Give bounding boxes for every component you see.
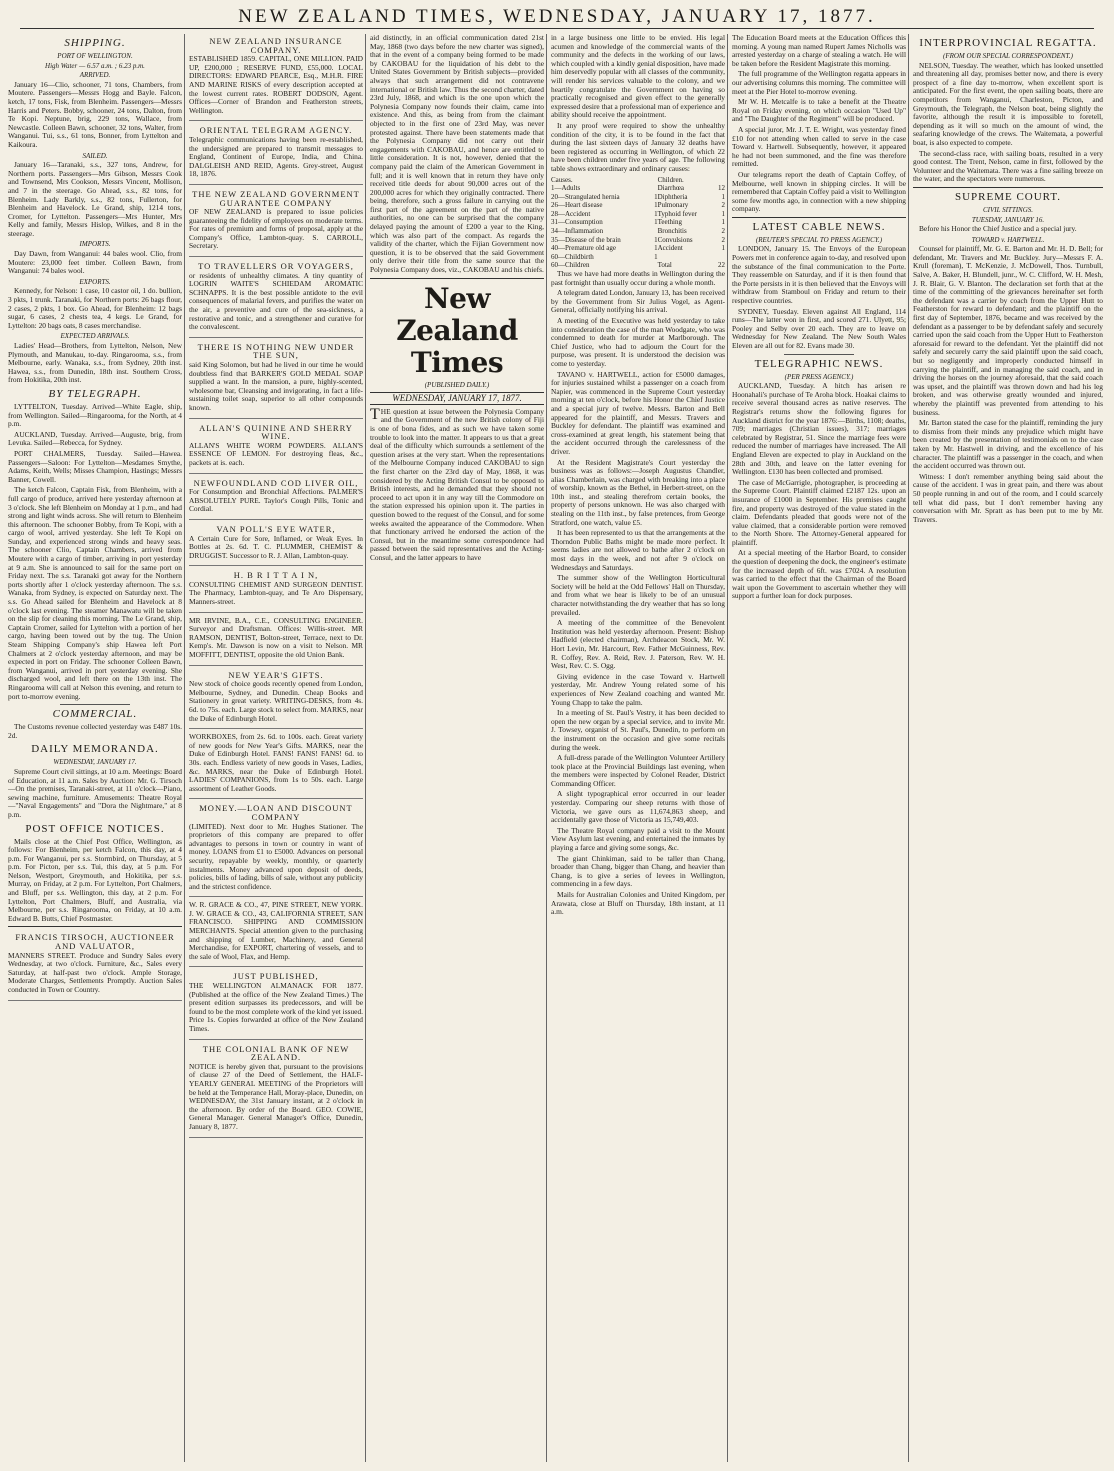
deaths-table-cell: 1 <box>654 201 658 210</box>
telegram-agency-caption: ORIENTAL TELEGRAM AGENCY. <box>199 125 353 136</box>
lead-article-text: aid distinctly, in an official communication dated 21st May, 1868 (two days before the new charter was signed), that in the event of a company being formed to be made by CAKOBAU for the liquidation of his debt to the United States Government by British subjects—provided always that such arrangement did not contravene international or British law. Thus the second charter, dated 23rd July, 1868, and which is the one upon which the Polynesia Company now founds their claim, came into existence. And this, as being from from the claimant objected to in the first one of 23rd May, was never protested against. There have been statements made that the Polynesia Company did not carry out their engagements with CAKOBAU, and hence are entitled to little consideration. It is not, however, denied that the company paid the claim of the American Government in full; and it is well known that in return they have only received title deeds for about 90,000 acres out of the 200,000 acres for which they originally contracted. There being, therefore, such a gross failure in carrying out the first part of the agreement on the part of the native authorities, no one can be surprised that the company delayed paying the amount of £200 a year to the King, which was also part of the compact. As regards the validity of the charter, which the Fijian Government now question, it is to be observed that the said Government only derive their title from the same source that the Polynesia Company does, viz., CAKOBAU and his chiefs. <box>370 34 544 275</box>
commercial-heading: COMMERCIAL. <box>52 708 138 721</box>
deaths-table-cell: 1 <box>654 192 658 201</box>
news-item: A slight typographical error occurred in our leader yesterday. Comparing our sheep returns with those of Victoria, we gave ours as 11,674,863 sheep, and accidentally gave those of Victoria as 15,749,403. <box>551 789 725 825</box>
deaths-table-row <box>551 201 725 210</box>
commercial-text: The Customs revenue collected yesterday was £487 10s. 2d. <box>8 722 182 740</box>
soap-ad <box>189 340 363 419</box>
deaths-table-row <box>551 184 725 193</box>
memoranda-day: WEDNESDAY, JANUARY 17. <box>53 758 137 767</box>
telegraphic-subheading: (PER PRESS AGENCY.) <box>784 372 854 381</box>
telegram-agency-ad <box>189 123 363 185</box>
new-year-gifts-text: New stock of choice goods recently opened from London, Melbourne, Sydney, and Dunedin. Cheap Books and Stationery in great variety. WRITING-DESKS, from 4s. 6d. to 75s. each. Large stock to select from. MARKS, near the Duke of Edinburgh Hotel. <box>189 679 363 723</box>
arrived-heading: ARRIVED. <box>79 71 111 80</box>
column-rule <box>184 34 185 1462</box>
news-item: The giant Chinkiman, said to be taller than Chang, broader than Chang, bigger than Chang, and heavier than Chang, is to give a series of levees in Wellington, commencing in a few days. <box>551 853 725 889</box>
divider <box>732 217 906 218</box>
guarantee-text: OF NEW ZEALAND is prepared to issue policies guaranteeing the fidelity of employees on moderate terms. For rates of premium and forms of proposal, apply at the Company's Office, Lambton-quay. S. CARROLL, Secretary. <box>189 207 363 251</box>
deaths-table-row <box>551 236 725 245</box>
column-rule <box>546 34 547 1462</box>
sydney-text: SYDNEY, Tuesday. Eleven against All England, 114 runs—The latter won in first, and scored 271. Ulyett, 95; Pooley and Selby over 20 each. They are to leave on Wednesday for New Zealand. The New South Wales Eleven are all out for 82. Evans made 30. <box>732 306 906 350</box>
telegraph-heading: BY TELEGRAPH. <box>48 387 142 400</box>
regatta-heading: INTERPROVINCIAL REGATTA. <box>919 37 1097 49</box>
deaths-table-cell: 2 <box>721 227 725 236</box>
eye-water-text: A Certain Cure for Sore, Inflamed, or Weak Eyes. In Bottles at 2s. 6d. T. C. PLUMMER, CHEMIST & DRUGGIST. Successor to R. J. Allan, Lambton-quay. <box>189 533 363 560</box>
news-item: A telegram dated London, January 13, has been received by the Government from Sir Julius Vogel, as Agent-General, officially notifying his arrival. <box>551 288 725 315</box>
news-item: The Education Board meets at the Education Offices this morning. A young man named Rupert James Nicholls was arrested yesterday on a charge of stealing a watch. He will be taken before the Resident Magistrate this morning. <box>732 34 906 68</box>
memoranda-heading: DAILY MEMORANDA. <box>31 743 159 756</box>
deaths-table-cell: Diarrhœa <box>657 184 684 193</box>
insurance-text: ESTABLISHED 1859. CAPITAL, ONE MILLION. PAID UP, £200,000 ; RESERVE FUND, £55,000. LOCAL DIRECTORS: EDWARD PEARCE, Esq., M.H.R. FIRE AND MARINE RISKS of every description accepted at the lowest current rates. ROBERT DODSON, Agent. Offices—Corner of Brandon and Featherston streets, Wellington. <box>189 54 363 115</box>
imports-text: Day Dawn, from Wanganui: 44 bales wool. Clio, from Moutere: 23,000 feet timber. Colleen Bawn, from Wanganui: 74 bales wool. <box>8 249 182 276</box>
deaths-table-cell: Accident <box>657 244 683 253</box>
column-court <box>913 34 1103 1464</box>
regatta-subheading: (FROM OUR SPECIAL CORRESPONDENT.) <box>942 52 1073 60</box>
tide-line: High Water — 6.57 a.m. ; 6.23 p.m. <box>45 61 145 70</box>
news-item: Our telegrams report the death of Captain Coffey, of Melbourne, well known in shipping circles. It will be remembered that Captain Coffey paid a visit to Wellington some few months ago, in connection with a new shipping company. <box>732 169 906 214</box>
chemist-caption: H. B R I T T A I N, <box>233 570 319 581</box>
deaths-table-row <box>551 244 725 253</box>
deaths-table-cell: 26—Heart disease <box>551 201 603 210</box>
telegraph-text: LYTTELTON, Tuesday. Arrived—White Eagle, ship, from Wellington. Sailed—Ringarooma, for the North, at 4 p.m. <box>8 401 182 429</box>
cable-text: LONDON, January 15. The Envoys of the European Powers met in conference again to-day, and resolved upon the substance of the final communication to the Porte. They reassemble on Saturday, and if it is then found that the Porte persists in it is then believed that the Envoys will withdraw from Stamboul on Friday and return to their respective countries. <box>732 244 906 306</box>
deaths-table-cell: Typhoid fever <box>657 209 697 218</box>
leader-dateline: WEDNESDAY, JANUARY 17, 1877. <box>370 392 544 405</box>
deaths-table-cell: Teething <box>657 218 682 227</box>
memoranda-text: Supreme Court civil sittings, at 10 a.m. Meetings: Board of Education, at 11 a.m. Sales by Auction: Mr. G. Tirsoch—On the premises, Taranaki-street, at 11 o'clock—Piano, sewing machine, furniture. Amusements: Theatre Royal—"Naval Engagements" and "Dora the Nightmare," at 8 p.m. <box>8 766 182 819</box>
regatta-text: The second-class race, with sailing boats, resulted in a very good contest. The Trent, Nelson, came in first, followed by the Volunteer and the Waitemata. There was a fine sailing breeze on the water, and the spectators were numerous. <box>913 148 1103 184</box>
quinine-ad <box>189 421 363 474</box>
case-title: TOWARD v. HARTWELL. <box>971 235 1045 244</box>
eye-water-caption: VAN POLL'S EYE WATER, <box>216 523 336 534</box>
loan-company-text: (LIMITED). Next door to Mr. Hughes Stationer. The proprietors of this company are prepared to offer advantages to persons in town or country in want of money. LOANS from £1 to £5000. Advances on personal security, repayable by weekly, monthly, or quarterly instalments. Money advanced upon deposit of deeds, policies, bills of lading, bills of sale, without any publicity and the strictest confidence. <box>189 821 363 891</box>
deaths-table-cell: Children. <box>657 175 684 184</box>
court-intro: Before his Honor the Chief Justice and a special jury. <box>919 224 1077 234</box>
newspaper-nameplate: New Zealand Times <box>396 281 518 379</box>
auctioneer-text: MANNERS STREET. Produce and Sundry Sales every Wednesday, at two o'clock. Furniture, &c., Sales every Saturday, at half-past two o'clock. Ample Storage, Moderate Charges, Settlements Promptly. Auction Sales conducted in Town or Country. <box>8 950 182 994</box>
news-item: The full programme of the Wellington regatta appears in our advertising columns this morning. The committee will meet at the Pier Hotel to-morrow evening. <box>732 69 906 96</box>
column-leader <box>370 34 544 1464</box>
almanack-text: THE WELLINGTON ALMANACK FOR 1877. (Published at the office of the New Zealand Times.) The present edition surpasses its predecessors, and will be found to be the most complete work of the kind yet issued. Price 1s. Copies forwarded at office of the New Zealand Times. <box>189 981 363 1033</box>
loan-company-ad <box>189 801 363 897</box>
telegraphic-text: At a special meeting of the Harbor Board, to consider the question of deepening the dock, the engineer's estimate for the increased depth of 6ft. was £7024. A resolution was carried to the effect that the Chairman of the Board wait upon the Government to ascertain whether they will support a further loan for dock purposes. <box>732 548 906 601</box>
post-office-text: Mails close at the Chief Post Office, Wellington, as follows: For Blenheim, per ketch Falcon, this day, at 4 p.m. For Wanganui, per s.s. Stormbird, on Thursday, at 5 p.m. For Picton, per s.s. Tui, this day, at 5 p.m. For Nelson, Westport, Greymouth, and Hokitika, per s.s. Murray, on Friday, at 2 p.m. For Lyttelton, Port Chalmers, and Bluff, per s.s. Wellington, this day, at 2 p.m. For Lyttelton, Port Chalmers, Bluff, and Australia, via Melbourne, per s.s. Ringarooma, on Friday, at 10 a.m. Edward B. Butts, Chief Postmaster. <box>8 836 182 923</box>
page-masthead: NEW ZEALAND TIMES, WEDNESDAY, JANUARY 17, 1877. <box>20 6 1094 29</box>
deaths-table-cell: 1 <box>654 235 658 244</box>
soap-caption: THERE IS NOTHING NEW UNDER THE SUN, <box>197 341 355 361</box>
news-item: It has been represented to us that the arrangements at the Thorndon Public Baths might be made more perfect. It seems ladies are not allowed to bathe after 2 o'clock on most days in the week, and not after 9 o'clock on Wednesdays and Saturdays. <box>551 528 725 572</box>
chalmers-text: PORT CHALMERS, Tuesday. Sailed—Hawea. Passengers—Saloon: For Lyttelton—Mesdames Smythe, Adams, Keith, Wells; Misses Champion, Hastings; Messrs Banner, Cowell. <box>8 448 182 484</box>
colonial-bank-ad <box>189 1042 363 1138</box>
cod-liver-oil-ad <box>189 476 363 520</box>
deaths-table-cell: 1 <box>654 209 658 218</box>
cable-heading: LATEST CABLE NEWS. <box>752 220 886 233</box>
exports-text: Kennedy, for Nelson: 1 case, 10 castor oil, 1 do. bullion, 3 pkts, 1 trunk. Taranaki, for Northern ports: 26 bags flour, 2 cases, 2 pkts, 1 box. Go Ahead, for Blenheim: 12 bags sugar, 6 cases, 2 chests tea, 4 kegs. Le Grand, for Lyttelton: 20 bags oats, 8 cases merchandise. <box>8 286 182 330</box>
court-date: TUESDAY, JANUARY 16. <box>971 215 1045 224</box>
deaths-table-cell: 1—Adults <box>551 184 581 193</box>
news-item: A meeting of the Executive was held yesterday to take into consideration the case of the man Woodgate, who was condemned to death for murder at Marlborough. The Chief Justice, who had to adjourn the Court for the purpose, was present. It is understood the decision was come to yesterday. <box>551 316 725 368</box>
divider <box>8 926 182 927</box>
schnapps-text: or residents of unhealthy climates. A tiny quantity of LOGRIN WAITE'S SCHIEDAM AROMATIC SCHNAPPS. It is the best possible antidote to the evil consequences of malarial fevers, and purifies the water on the air, a preventive and cure of the sea-sickness, a restorative and tonic, and a strengthener and curative for the convalescent. <box>189 270 363 332</box>
telegraphic-text: The case of McGarrigle, photographer, is proceeding at the Supreme Court. Plaintiff claimed £2187 12s. upon an insurance of £1000 in September. His premises caught fire, and property was destroyed of the value stated in the claim. Defendants pleaded that goods were not of the value claimed, that a considerable portion were removed to the North Shore. The Attorney-General appeared for plaintiff. <box>732 477 906 547</box>
news-item: Giving evidence in the case Toward v. Hartwell yesterday, Mr. Andrew Young related some of his experiences of New Zealand coaching and wanted Mr. Young Chapp to take the palm. <box>551 671 725 707</box>
leader-article: THE question at issue between the Polynesia Company and the Government of the new British colony of Fiji is one of bona fides, and as such we have taken some trouble to look into the matter. It appears to us that a great deal of the difficulty which surrounds a settlement of the question arises at the very start. When the representations of the Melbourne Company induced CAKOBAU to sign the first charter on the 23rd day of May, 1868, it was considered by the Acting British Consul to be opposed to British interests, and he demanded that they should not proceed to act upon it in any way till the Commodore on the station expressed his opinion upon it. The parties in question bowed to the request of the Consul, and for some weeks awaited the appearance of the Commodore. When that functionary arrived he endorsed the action of the Consul, but in the meantime some correspondence had passed between the said representatives and the Acting-Consul, and the latter appears to have <box>370 405 544 562</box>
cod-liver-oil-caption: NEWFOUNDLAND COD LIVER OIL, <box>193 477 359 488</box>
column-rule <box>727 34 728 1462</box>
expected-text: Ladies' Head—Brothers, from Lyttelton, Nelson, New Plymouth, and Manukau, to-day. Ringarooma, s.s., from Melbourne, early. Wanaka, s.s., from Sydney, 20th inst. Hawea, s.s., from Dunedin, 18th inst. Southern Cross, from Hokitika, 20th inst. <box>8 341 182 385</box>
workboxes-text: WORKBOXES, from 2s. 6d. to 100s. each. Great variety of new goods for New Year's Gifts. MARKS, near the Duke of Edinburgh Hotel. FANS! FANS! FANS! 6d. to 30s. each. Endless variety of new goods in Vases, Ladies, &c. MARKS, near the Duke of Edinburgh Hotel. LADIES' COMPANIONS, from 1s to 50s. each. Large assortment of Leather Goods. <box>189 732 363 793</box>
colonial-bank-text: NOTICE is hereby given that, pursuant to the provisions of clause 27 of the Deed of Settlement, the HALF-YEARLY GENERAL MEETING of the Proprietors will be held at the Temperance Hall, Moray-place, Dunedin, on WEDNESDAY, the 31st January instant, at 2 o'clock in the afternoon. By order of the Board. GEO. COWIE, General Manager. General Manager's Office, Dunedin, January 8, 1877. <box>189 1061 363 1131</box>
almanack-caption: JUST PUBLISHED, <box>233 971 319 982</box>
expected-heading: EXPECTED ARRIVALS. <box>60 332 130 341</box>
divider <box>60 704 130 705</box>
post-office-heading: POST OFFICE NOTICES. <box>25 822 165 835</box>
new-year-gifts-caption: NEW YEAR'S GIFTS. <box>228 669 324 680</box>
news-item: In a meeting of St. Paul's Vestry, it has been decided to open the new organ by a special service, and to invite Mr. J. Towsey, organist of St. Paul's, Dunedin, to perform on the instrument on the occasion and give some recitals during the week. <box>551 708 725 752</box>
regatta-text: NELSON, Tuesday. The weather, which has looked unsettled and threatening all day, promises better now, and there is every prospect of a fine day to-morrow, when excellent sport is anticipated. For the first event, the open sailing boats, there are competitors from Wanganui, Charleston, Picton, and Greymouth, the Telegraph, the Nelson boat, being slightly the favorite, although the result it is impossible to foretell, depending as it will so much on the amount of wind, the seafaring knowledge of the crews. The Waitemata, a powerful boat, is also expected to compete. <box>913 60 1103 147</box>
deaths-table-row <box>551 210 725 219</box>
news-item: A meeting of the committee of the Benevolent Institution was held yesterday afternoon. Present: Bishop Hadfield (elected chairman), Archdeacon Stock, Mr. W. Hort Levin, Mr. Harcourt, Rev. Father McGuinness, Rev. R. Coffey, Rev. A. Reid, Rev. J. Paterson, Rev. W. H. West, Rev. C. S. Ogg. <box>551 618 725 671</box>
deaths-table-cell: Diphtheria <box>657 192 688 201</box>
grace-text: W. R. GRACE & CO., 47, PINE STREET, NEW YORK. J. W. GRACE & CO., 43, CALIFORNIA STREET, SAN FRANCISCO. SHIPPING AND COMMISSION MERCHANTS. Special attention given to the purchasing and shipping of Lumber, Machinery, and General Merchandise, for EXPORT, chartering of vessels, and to the sale of Wool, Flax, and Hemp. <box>189 900 363 961</box>
news-item: The Theatre Royal company paid a visit to the Mount View Asylum last evening, and entertained the inmates by playing a farce and giving some songs, &c. <box>551 825 725 853</box>
deaths-table-cell: 40—Premature old age <box>551 244 616 253</box>
cod-liver-oil-text: For Consumption and Bronchial Affections. PALMER'S ABSOLUTELY PURE. Taylor's Cough Pills, Tonic and Cordial. <box>189 487 363 514</box>
civil-sittings: CIVIL SITTINGS. <box>982 205 1034 214</box>
deaths-table-cell: Convulsions <box>657 235 693 244</box>
news-item: in a large business one little to be envied. His legal acumen and knowledge of the commercial wants of the community and the defects in the working of our laws, which coupled with a kindly genial disposition, have made him deservedly popular with all classes of the community, will render his services valuable to the colony, and we heartily congratulate the Government on having so practically recognised and given effect to the generally expressed desire that a professional man of experience and ability should receive the appointment. <box>551 34 725 120</box>
shipping-heading: SHIPPING. <box>64 37 126 49</box>
column-telegraph <box>732 34 906 1464</box>
deaths-table-cell: 22 <box>718 261 725 270</box>
loan-company-caption: MONEY.—LOAN AND DISCOUNT COMPANY <box>199 803 353 822</box>
deaths-table-cell: 1 <box>721 218 725 227</box>
column-rule <box>908 34 909 1462</box>
deaths-table-row <box>551 253 725 262</box>
port-line: PORT OF WELLINGTON. <box>57 52 133 60</box>
exports-heading: EXPORTS. <box>79 277 111 286</box>
column-shipping <box>8 34 182 1464</box>
news-item: At the Resident Magistrate's Court yesterday the business was as follows:—Joseph Augustus Chandler, alias Chamberlain, was charged with breaking into a place of worship, known as the Bethel, in Herbert-street, on the 10th inst., and stealing therefrom certain books, the property of persons unknown. He was also charged with stealing on the 11th inst., by false pretences, from George Stratford, one watch, value £5. <box>551 457 725 527</box>
eye-water-ad <box>189 522 363 566</box>
deaths-table-cell: Total <box>657 261 672 270</box>
deaths-table-cell: 1 <box>654 244 658 253</box>
quinine-text: ALLAN'S WHITE WORM POWDERS. ALLAN'S ESSENCE OF LEMON. For destroying fleas, &c., packets at is. each. <box>189 440 363 467</box>
telegraphic-text: AUCKLAND, Tuesday. A hitch has arisen re Hoonahali's purchase of Te Aroha block. Hoakai claims to receive several thousand acres as native reserves. The Registrar's returns show the following figures for Auckland district for the year 1876:—Births, 1108; deaths, 709; marriages (Christian issues), 317; marriages celebrated by Registrar, 51. Since the marriage fees were reduced the number of marriages have increased. The All England Eleven are expected to play in Auckland on the 28th and 30th, and leave on the latter evening for Wellington. £130 has been collected and promised. <box>732 381 906 477</box>
deaths-table-cell: 1 <box>721 209 725 218</box>
divider <box>913 187 1103 188</box>
deaths-table-row <box>551 176 725 185</box>
cable-subheading: (REUTER'S SPECIAL TO PRESS AGENCY.) <box>755 235 883 244</box>
chemist-ad <box>189 568 363 612</box>
chemist-text: CONSULTING CHEMIST AND SURGEON DENTIST. The Pharmacy, Lambton-quay, and Te Aro Dispensary, Manners-street. <box>189 579 363 607</box>
deaths-table-cell: 1 <box>654 218 658 227</box>
supreme-court-heading: SUPREME COURT. <box>954 190 1062 203</box>
column-advertisements <box>189 34 363 1464</box>
imports-heading: IMPORTS. <box>79 240 111 249</box>
column-rule <box>365 34 366 1462</box>
deaths-table-cell: 2 <box>721 201 725 210</box>
deaths-table-cell: 1 <box>721 244 725 253</box>
news-item: TAVANO v. HARTWELL, action for £5000 damages, for injuries sustained whilst a passenger on a coach from Napier, was commenced in the Supreme Court yesterday morning at ten o'clock, before his Honor the Chief Justice and a special jury of twelve. Messrs. Barton and Bell appeared for the plaintiff, and Messrs. Travers and Buckley for defendant. The plaintiff was examined and cross-examined at great length, his statement being that the accident occurred through the carelessness of the driver. <box>551 369 725 456</box>
new-year-gifts-ad <box>189 668 363 730</box>
deaths-table-cell: 12 <box>718 184 725 193</box>
divider <box>784 354 854 355</box>
court-text: Witness: I don't remember anything being said about the cause of the accident. I was in great pain, and there was about 50 people running in and out of the room, and I could scarcely tell what did pass, but I don't remember having any conversation with Mr. Spratt as has been put to me by Mr. Travers. <box>913 471 1103 524</box>
news-item: It any proof were required to show the unhealthy condition of the city, it is to be found in the fact that during the last sixteen days of January 32 deaths have been registered as occurring in Wellington, of which 22 have been children under five years of age. The following table shows extraordinary and ordinary causes: <box>551 120 725 173</box>
insurance-caption: NEW ZEALAND INSURANCE COMPANY. <box>209 36 343 55</box>
quinine-caption: ALLAN'S QUININE AND SHERRY WINE. <box>199 422 353 442</box>
workboxes-ad <box>189 731 363 799</box>
arrived-text: January 16—Clio, schooner, 71 tons, Chambers, from Moutere. Passengers—Messrs Hogg and Bayle. Falcon, ketch, 17 tons, Fisk, from Blenheim. Passengers—Messrs Harris and Peters. Bobby, schooner, 24 tons, Dalton, from Te Kopi. Neptune, brig, 229 tons, Wallace, from Newcastle. Colleen Bawn, schooner, 32 tons, Walter, from Wanganui. Tui, s.s., 61 tons, Bonner, from Lyttelton and Kaikoura. <box>8 79 182 149</box>
professional-ads <box>189 615 363 666</box>
news-item: A full-dress parade of the Wellington Volunteer Artillery took place at the Provincial Buildings last evening, when the members were inspected by Colonel Reader, District Commanding Officer. <box>551 753 725 788</box>
shipping-news: The ketch Falcon, Captain Fisk, from Blenheim, with a full cargo of produce, arrived here yesterday afternoon at 3 o'clock. She left Blenheim on Monday at 1 p.m., and had strong and light winds across. She will return to Blenheim this afternoon. The schooner Bobby, from Te Kopi, with a cargo of wool, arrived yesterday. She left Te Kopi on Sunday, and experienced strong winds and heavy seas. The schooner Clio, Captain Chambers, arrived from Moutere with a cargo of timber, arriving in port yesterday at 9 a.m. She is announced to sail for the same port on Friday next. The s.s. Taranaki got away for the Northern ports shortly after 1 o'clock yesterday afternoon. The s.s. Wanaka, from Sydney, is expected on Saturday next. The s.s. Go Ahead sailed for Blenheim and Havelock at 8 o'clock last evening. The steamer Manawatu will be taken on the slip for cleaning this morning. The Le Grand, ship, Captain Cromer, sailed for Lyttelton with a portion of her cargo, having been towed out by the tug. The Union Steam Shipping Company's ship Hawea left Port Chalmers at 2 o'clock yesterday afternoon, and may be expected in port on Friday. The schooner Colleen Bawn, from Wanganui, arrived in port yesterday evening. She discharged wool, and left there on the 13th inst. The Ringarooma will call at Nelson this evening, and return to port to-morrow evening. <box>8 485 182 701</box>
deaths-table-cell: 2 <box>721 235 725 244</box>
court-text: Mr. Barton stated the case for the plaintiff, reminding the jury to dismiss from their minds any prejudice which might have been created by the presentation of testimonials on to the case taken by Mr. Hastwell in driving, and the excellence of his character. The plaintiff was a passenger in the coach, and when the accident occurred was thrown out. <box>913 418 1103 471</box>
deaths-table-cell <box>715 253 725 262</box>
telegraphic-heading: TELEGRAPHIC NEWS. <box>754 357 884 370</box>
court-text: Counsel for plaintiff, Mr. G. E. Barton and Mr. H. D. Bell; for defendant, Mr. Travers and Mr. Buckley. Jury—Messrs F. A. Krull (foreman), T. McKenzie, J. McDowell, Thos. Turnbull, Salve, A. Baker, H. Blundell, junr., W. C. Clifford, W. H. Mesh, J. R. Blair, G. V. Blanton. The declaration set forth that at the time of the committing of the grievances hereinafter set forth the defendant was a carrier by coach from the Upper Hutt to Featherston for reward to defendant; and the plaintiff on the first day of September, 1876, became and was received by the defendant as a passenger to be by defendant safely and securely carried upon the said coach from the Upper Hutt to Featherston aforesaid for reward to the defendant. Yet the plaintiff did not safely and securely carry the said plaintiff upon the said coach, but so negligently and improperly conducted himself in carrying the plaintiff, and in managing the said coach, and in driving the horses on the journey aforesaid, that the said coach was upset, and the plaintiff was thrown down and had his leg broken, and was otherwise greatly wounded and injured, whereby the plaintiff was prevented from attending to his business. <box>913 244 1103 417</box>
deaths-table-cell: 1 <box>654 252 658 261</box>
soap-text: said King Solomon, but had he lived in our time he would doubtless find that BARKER'S GOLD MEDAL SOAP supplied a want. In the mansion, a pure, highly-scented, wholesome bar, Cleansing and invigorating, in fact a life-sustaining toilet soap, superior to all other compounds known. <box>189 360 363 412</box>
deaths-table-cell: Bronchitis <box>657 227 687 236</box>
deaths-table-cell: 60—Children <box>551 261 590 270</box>
deaths-table-row <box>551 227 725 236</box>
colonial-bank-caption: THE COLONIAL BANK OF NEW ZEALAND. <box>202 1043 350 1063</box>
insurance-ad <box>189 34 363 121</box>
deaths-table-cell: 34—Inflammation <box>551 227 604 236</box>
auckland-text: AUCKLAND, Tuesday. Arrived—Auguste, brig, from Levuka. Sailed—Rebecca, for Sydney. <box>8 429 182 448</box>
deaths-table-cell: 31—Consumption <box>551 218 603 227</box>
sailed-heading: SAILED. <box>82 151 108 160</box>
news-item: The summer show of the Wellington Horticultural Society will be held at the Odd Fellows' Hall on Thursday, and from what we hear is likely to be of an unusual character notwithstanding the dry weather that has so long prevailed. <box>551 573 725 617</box>
telegram-agency-text: Telegraphic communications having been re-established, the undersigned are prepared to transmit messages to England, Continent of Europe, India, and China. DALGLEISH AND REID, Agents. Grey-street, August 18, 1876. <box>189 134 363 179</box>
sailed-text: January 16—Taranaki, s.s., 327 tons, Andrew, for Northern ports. Passengers—Mrs Gibson, Messrs Cook and Townsend, Mrs Cookson, Messrs Vincent, Mollison, and 7 in the steerage. Go Ahead, s.s., 82 tons, for Blenheim. Lady Barkly, s.s., 82 tons, Fullerton, for Blenheim and Havelock. Le Grand, ship, 1214 tons, Cromer, for Lyttelton. Passengers—Mrs Hunter, Mrs Kelly and family, Messrs Hislop, Wilkes, and 8 in the steerage. <box>8 160 182 238</box>
news-item: Thus we have had more deaths in Wellington during the past fortnight than usually occur during a whole month. <box>551 269 725 287</box>
deaths-table-cell: Pulmonary <box>657 201 689 210</box>
news-item: A special juror, Mr. J. T. E. Wright, was yesterday fined £10 for not attending when called to serve in the case Toward v. Hartwell. Subsequently, however, it appeared he had not been summoned, and the fine was therefore remitted. <box>732 124 906 169</box>
published-daily: (PUBLISHED DAILY.) <box>424 380 490 389</box>
almanack-ad <box>189 969 363 1039</box>
deaths-table <box>551 176 725 271</box>
deaths-table-cell: 60—Childbirth <box>551 252 594 261</box>
deaths-table-cell: 20—Strangulated hernia <box>551 192 620 201</box>
guarantee-caption: THE NEW ZEALAND GOVERNMENT GUARANTEE COMPANY <box>192 188 360 208</box>
news-item: Mr W. H. Metcalfe is to take a benefit at the Theatre Royal on Friday evening, on which occasion "Used Up" and "The Daughter of the Regiment" will be produced. <box>732 97 906 124</box>
guarantee-ad <box>189 187 363 257</box>
column-local-news <box>551 34 725 1464</box>
grace-ad <box>189 899 363 967</box>
auctioneer-ad <box>8 930 182 1000</box>
deaths-table-cell: 35—Disease of the brain <box>551 235 621 244</box>
auctioneer-caption: FRANCIS TIRSOCH, AUCTIONEER AND VALUATOR, <box>15 932 175 952</box>
news-item: Mails for Australian Colonies and United Kingdom, per Arawata, close at Bluff on Thursday, 18th instant, at 11 a.m. <box>551 890 725 917</box>
divider <box>370 278 544 279</box>
schnapps-ad <box>189 259 363 338</box>
deaths-table-cell: Causes. <box>551 175 573 184</box>
deaths-table-cell: 28—Accident <box>551 209 591 218</box>
professional-text: MR IRVINE, B.A., C.E., CONSULTING ENGINEER. Surveyor and Draftsman. Offices: Willis-street. MR RAMSON, DENTIST, Bolton-street, Terrace, next to Dr. Kemp's. Mr. Dawson is now on a visit to Nelson. MR MOFFITT, DENTIST, opposite the old Union Bank. <box>189 615 363 660</box>
schnapps-caption: TO TRAVELLERS OR VOYAGERS, <box>198 261 354 272</box>
deaths-table-row <box>551 218 725 227</box>
deaths-table-row <box>551 193 725 202</box>
deaths-table-cell: 1 <box>721 192 725 201</box>
deaths-table-cell <box>715 176 725 185</box>
deaths-table-cell <box>658 253 715 262</box>
